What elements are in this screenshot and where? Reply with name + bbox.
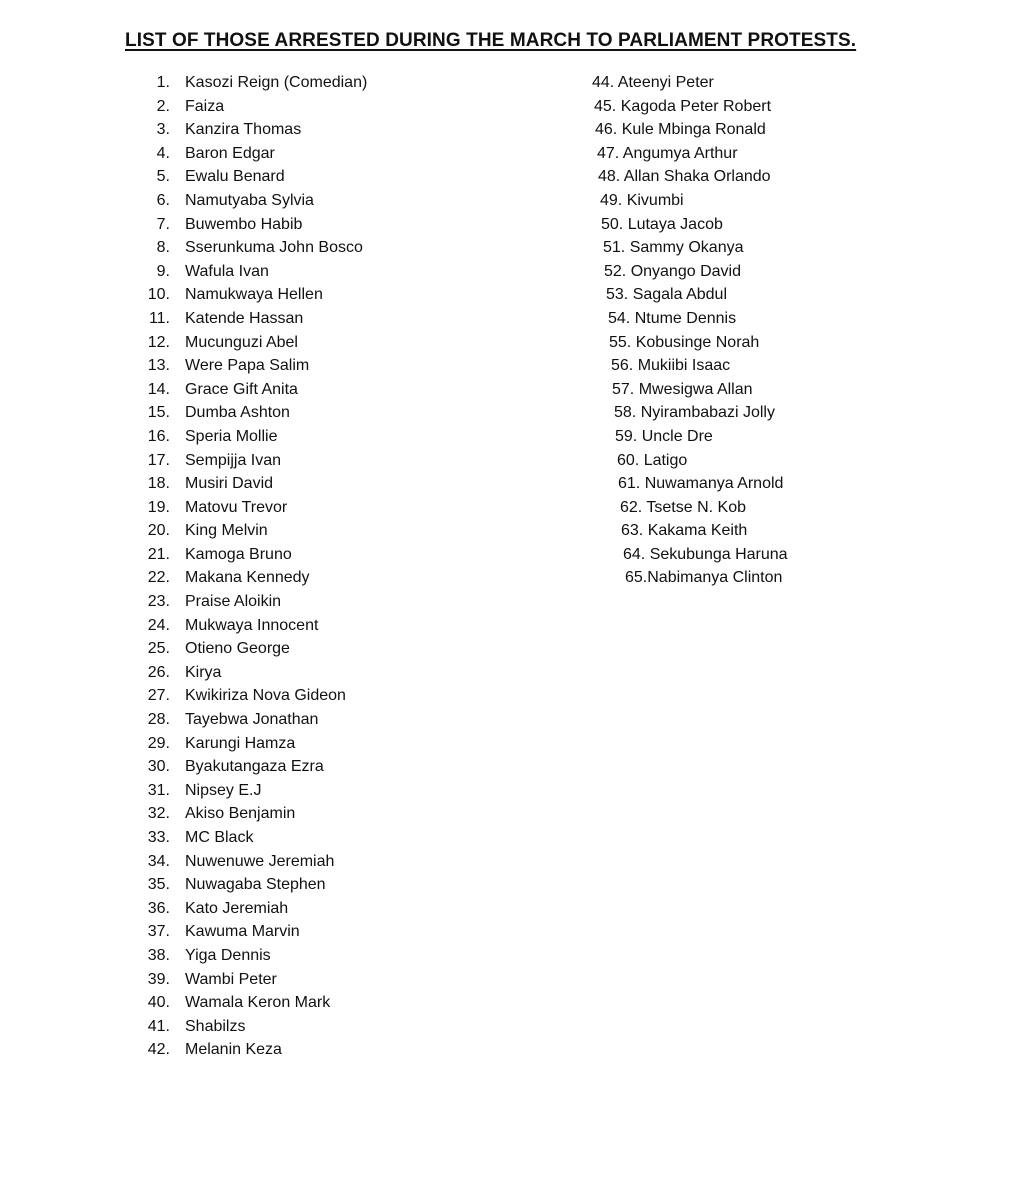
entry-number: 32.: [147, 805, 170, 823]
entry-name: Were Papa Salim: [185, 357, 310, 375]
entry-name: Wafula Ivan: [185, 262, 269, 280]
entry-name: Speria Mollie: [185, 427, 278, 445]
entry-number: 18.: [147, 475, 170, 493]
entry-number: 29.: [147, 734, 170, 752]
entry-name: Melanin Keza: [185, 1041, 282, 1059]
entry-number: 6.: [156, 191, 170, 209]
entry-name: Faiza: [185, 97, 225, 115]
entry-name: Nipsey E.J: [185, 781, 262, 799]
entry-number: 3.: [156, 121, 170, 139]
entry-number: 36.: [147, 899, 170, 917]
entry-number: 39.: [147, 970, 170, 988]
entry-number: 15.: [147, 404, 170, 422]
entry-name: Kawuma Marvin: [185, 923, 300, 941]
entry-name: Byakutangaza Ezra: [185, 758, 324, 776]
entry-name: Matovu Trevor: [185, 498, 288, 516]
entry-name: Sserunkuma John Bosco: [185, 239, 363, 257]
entry-number: 12.: [147, 333, 170, 351]
entry-name: Ewalu Benard: [185, 168, 285, 186]
entry-name: MC Black: [185, 829, 254, 846]
entry-text: 65.Nabimanya Clinton: [625, 569, 783, 587]
entry-number: 31.: [147, 781, 170, 799]
entry-name: Tayebwa Jonathan: [185, 711, 319, 729]
entry-number: 28.: [147, 711, 170, 729]
entry-text: 63. Kakama Keith: [621, 522, 748, 540]
entry-number: 21.: [147, 545, 170, 563]
entry-number: 26.: [147, 663, 170, 681]
entry-name: Mucunguzi Abel: [185, 333, 298, 351]
entry-name: King Melvin: [185, 522, 268, 540]
entry-number: 11.: [148, 309, 170, 327]
entry-name: Kato Jeremiah: [185, 899, 289, 917]
entry-text: 50. Lutaya Jacob: [601, 215, 723, 233]
entry-text: 57. Mwesigwa Allan: [612, 380, 753, 398]
entry-number: 34.: [147, 852, 170, 870]
entry-name: Nuwagaba Stephen: [185, 876, 326, 894]
entry-name: Yiga Dennis: [185, 946, 271, 964]
entry-number: 20.: [147, 522, 170, 540]
entry-number: 1.: [156, 74, 170, 91]
entry-name: Namukwaya Hellen: [185, 286, 323, 304]
entry-name: Shabilzs: [185, 1017, 246, 1035]
entry-text: 62. Tsetse N. Kob: [620, 498, 746, 516]
entry-number: 16.: [147, 427, 170, 445]
entry-text: 53. Sagala Abdul: [606, 286, 727, 304]
entry-name: Baron Edgar: [185, 144, 275, 162]
entry-name: Sempijja Ivan: [185, 451, 282, 469]
entry-name: Otieno George: [185, 640, 290, 658]
entry-name: Karungi Hamza: [185, 734, 296, 752]
entry-number: 4.: [156, 144, 170, 162]
document-title: LIST OF THOSE ARRESTED DURING THE MARCH TO PARLIAMENT PROTESTS.: [125, 30, 857, 51]
entry-number: 14.: [147, 380, 170, 398]
entry-number: 2.: [156, 97, 170, 115]
entry-number: 27.: [147, 687, 170, 705]
entry-number: 17.: [147, 451, 170, 469]
entry-number: 42.: [147, 1041, 170, 1059]
entry-text: 58. Nyirambabazi Jolly: [614, 404, 775, 422]
entry-number: 41.: [147, 1017, 170, 1035]
entry-name: Nuwenuwe Jeremiah: [185, 852, 335, 870]
entry-name: Namutyaba Sylvia: [185, 191, 314, 209]
entry-name: Makana Kennedy: [185, 569, 310, 587]
entry-number: 25.: [147, 640, 170, 658]
entry-text: 61. Nuwamanya Arnold: [618, 475, 784, 493]
entry-number: 9.: [156, 262, 170, 280]
entry-number: 30.: [147, 758, 170, 776]
entry-number: 24.: [147, 616, 170, 634]
entry-number: 22.: [147, 569, 170, 587]
entry-number: 13.: [147, 357, 170, 375]
entry-number: 8.: [156, 239, 170, 257]
entry-name: Kamoga Bruno: [185, 545, 292, 563]
entry-number: 7.: [156, 215, 170, 233]
entry-text: 45. Kagoda Peter Robert: [594, 97, 772, 115]
entry-text: 49. Kivumbi: [600, 191, 684, 209]
entry-number: 19.: [147, 498, 170, 516]
entry-text: 44. Ateenyi Peter: [592, 74, 714, 91]
entry-text: 59. Uncle Dre: [615, 427, 713, 445]
entry-name: Kasozi Reign (Comedian): [185, 74, 368, 91]
entry-text: 60. Latigo: [617, 451, 688, 469]
entry-number: 35.: [147, 876, 170, 894]
entry-name: Akiso Benjamin: [185, 805, 296, 823]
entry-text: 46. Kule Mbinga Ronald: [595, 121, 766, 139]
entry-name: Musiri David: [185, 475, 274, 493]
entry-number: 5.: [156, 168, 170, 186]
entry-text: 52. Onyango David: [604, 262, 741, 280]
entry-name: Grace Gift Anita: [185, 380, 298, 398]
entry-name: Kirya: [185, 663, 222, 681]
entry-name: Katende Hassan: [185, 309, 304, 327]
entry-name: Kwikiriza Nova Gideon: [185, 687, 346, 705]
entry-name: Wamala Keron Mark: [185, 994, 331, 1012]
entry-name: Kanzira Thomas: [185, 121, 302, 139]
entry-number: 23.: [147, 593, 170, 611]
entry-text: 54. Ntume Dennis: [608, 309, 737, 327]
entry-text: 56. Mukiibi Isaac: [611, 357, 731, 375]
entry-text: 51. Sammy Okanya: [603, 239, 744, 257]
entry-number: 33.: [147, 829, 170, 846]
entry-text: 55. Kobusinge Norah: [609, 333, 760, 351]
entry-name: Praise Aloikin: [185, 593, 282, 611]
entry-number: 10.: [147, 286, 170, 304]
entry-text: 47. Angumya Arthur: [597, 144, 738, 162]
entry-name: Wambi Peter: [185, 970, 277, 988]
entry-text: 64. Sekubunga Haruna: [623, 545, 788, 563]
entry-number: 40.: [147, 994, 170, 1012]
entry-name: Buwembo Habib: [185, 215, 303, 233]
entry-name: Dumba Ashton: [185, 404, 290, 422]
entry-text: 48. Allan Shaka Orlando: [598, 168, 771, 186]
entry-number: 37.: [147, 923, 170, 941]
entry-name: Mukwaya Innocent: [185, 616, 319, 634]
entry-number: 38.: [147, 946, 170, 964]
